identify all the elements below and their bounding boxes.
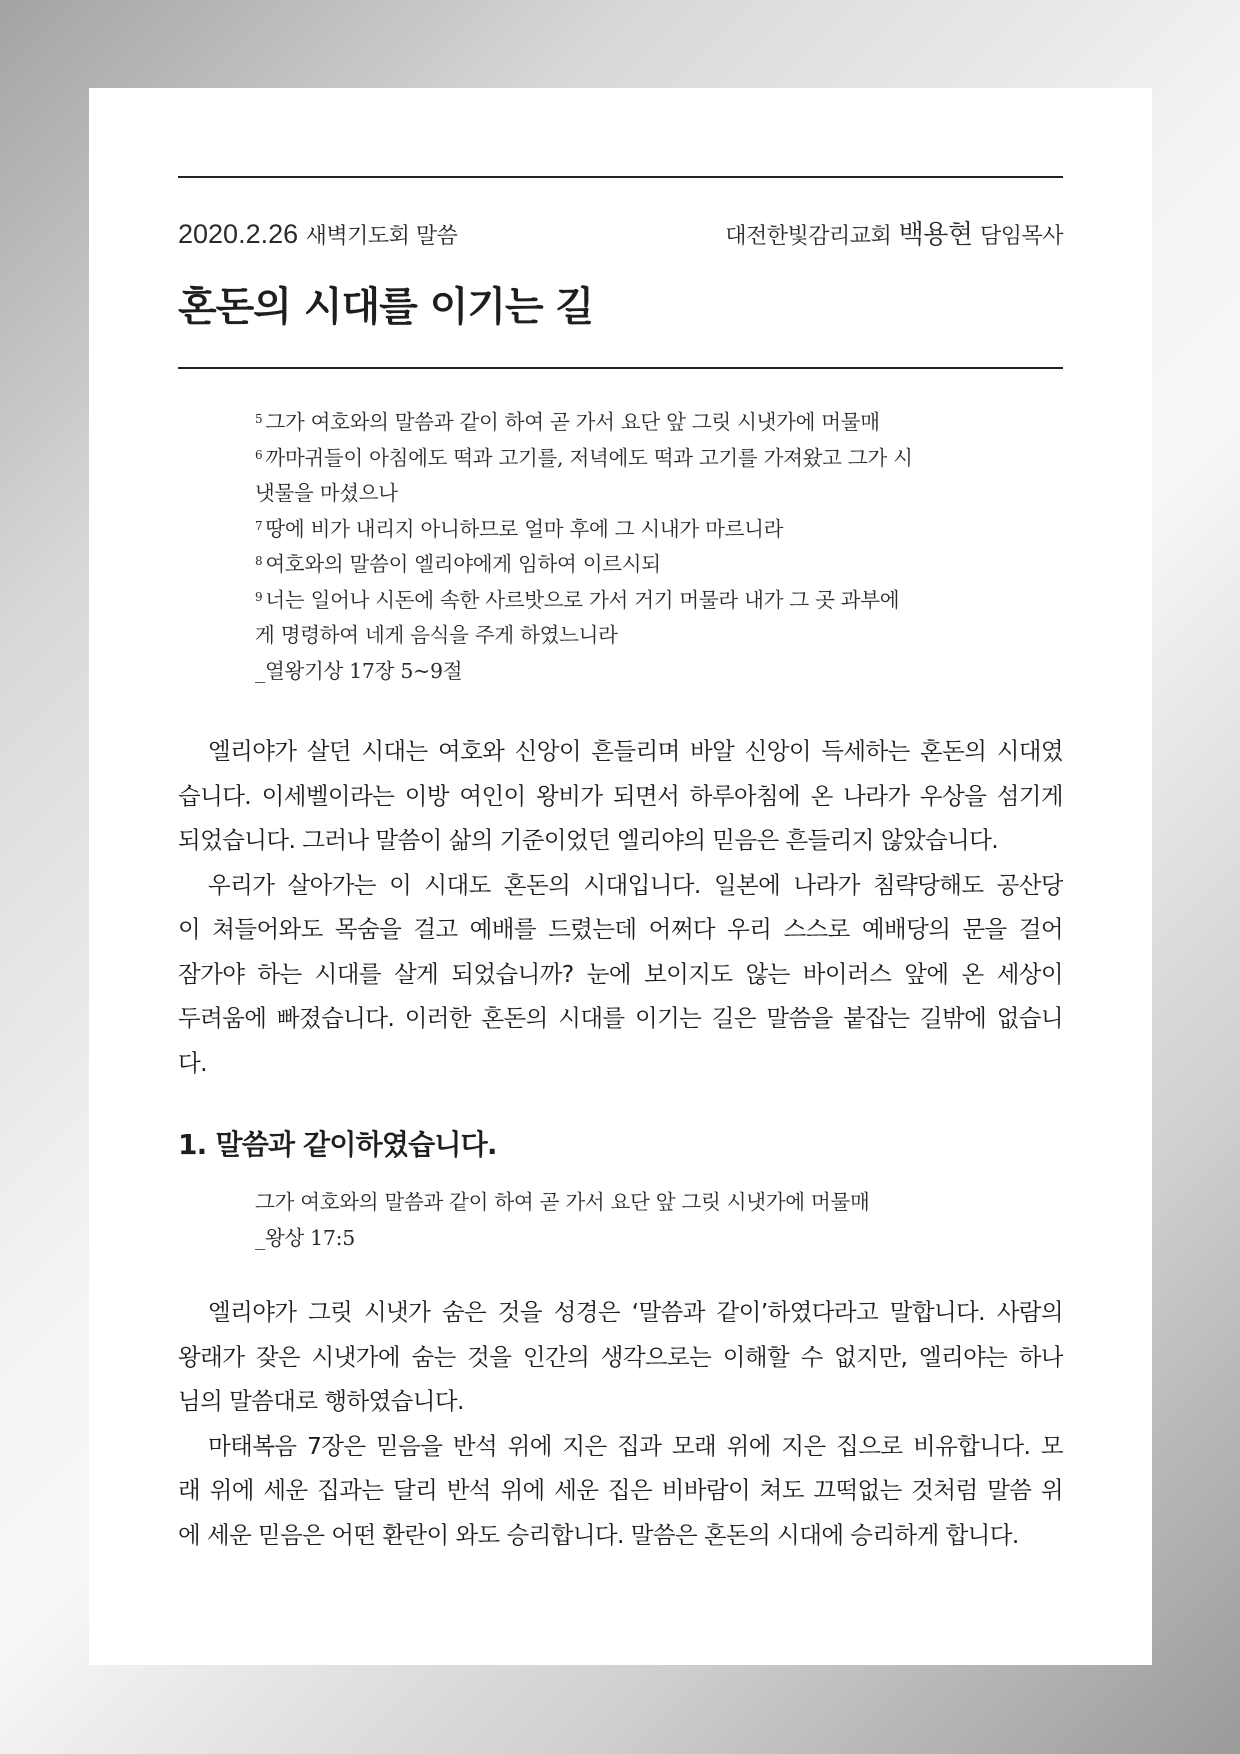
scripture-line bbox=[255, 405, 995, 441]
paragraph-line: 두려움에 빠졌습니다. 이러한 혼돈의 시대를 이기는 길은 말씀을 붙잡는 길밖에 없습니 bbox=[178, 1004, 1063, 1032]
sermon-event: 새벽기도회 말씀 bbox=[305, 224, 458, 249]
section-heading: 1. 말씀과 같이하였습니다. bbox=[178, 1128, 497, 1161]
sermon-date-line bbox=[178, 219, 457, 250]
paragraph-line: 마태복음 7장은 믿음을 반석 위에 지은 집과 모래 위에 지은 집으로 비유합니다. 모 bbox=[208, 1431, 1063, 1460]
paragraph-line: 에 세운 믿음은 어떤 환란이 와도 승리합니다. 말씀은 혼돈의 시대에 승리하게 합니다. bbox=[178, 1520, 1019, 1549]
verse-text: 게 명령하여 네게 음식을 주게 하였느니라 bbox=[255, 623, 618, 647]
verse-number: 8 bbox=[255, 554, 263, 568]
quote-text: 그가 여호와의 말씀과 같이 하여 곧 가서 요단 앞 그릿 시냇가에 머물매 bbox=[255, 1190, 870, 1214]
verse-number: 7 bbox=[255, 518, 263, 533]
sermon-date: 2020.2.26 bbox=[178, 219, 299, 249]
scripture-line bbox=[255, 583, 995, 619]
intro-paragraphs bbox=[178, 729, 1063, 1085]
paragraph-line: 이 쳐들어와도 목숨을 걸고 예배를 드렸는데 어쩌다 우리 스스로 예배당의 문을 걸어 bbox=[178, 915, 1063, 943]
document-page bbox=[89, 88, 1152, 1665]
verse-text: 여호와의 말씀이 엘리야에게 임하여 이르시되 bbox=[265, 552, 661, 576]
scripture-line bbox=[255, 618, 995, 654]
title-rule bbox=[178, 367, 1063, 369]
scripture-line bbox=[255, 547, 995, 583]
sermon-title: 혼돈의 시대를 이기는 길 bbox=[178, 284, 594, 330]
paragraph-line: 엘리야가 살던 시대는 여호와 신앙이 흔들리며 바알 신앙이 득세하는 혼돈의 시대였 bbox=[208, 737, 1063, 765]
scripture-block bbox=[255, 405, 995, 689]
verse-number: 5 bbox=[255, 412, 263, 426]
paragraph-line: 우리가 살아가는 이 시대도 혼돈의 시대입니다. 일본에 나라가 침략당해도 공산당 bbox=[208, 870, 1063, 899]
paragraph-line: 왕래가 잦은 시냇가에 숨는 것을 인간의 생각으로는 이해할 수 없지만, 엘리야는 하나 bbox=[178, 1342, 1063, 1371]
section-quote bbox=[255, 1185, 1063, 1256]
paragraph-line: 님의 말씀대로 행하였습니다. bbox=[178, 1387, 464, 1415]
scripture-line bbox=[255, 512, 995, 548]
paragraph-line: 래 위에 세운 집과는 달리 반석 위에 세운 집은 비바람이 쳐도 끄떡없는 것처럼 말씀 위 bbox=[178, 1476, 1063, 1504]
verse-text: 땅에 비가 내리지 아니하므로 얼마 후에 그 시내가 마르니라 bbox=[265, 516, 784, 541]
church-name: 대전한빛감리교회 bbox=[725, 224, 892, 249]
verse-text: 그가 여호와의 말씀과 같이 하여 곧 가서 요단 앞 그릿 시냇가에 머물매 bbox=[265, 410, 880, 434]
scripture-line bbox=[255, 476, 995, 512]
verse-number: 6 bbox=[255, 447, 263, 462]
paragraph-line: 습니다. 이세벨이라는 이방 여인이 왕비가 되면서 하루아침에 온 나라가 우상을 섬기게 bbox=[178, 781, 1063, 810]
pastor-title: 담임목사 bbox=[979, 224, 1063, 249]
verse-text: 냇물을 마셨으나 bbox=[255, 481, 398, 505]
sermon-meta bbox=[178, 214, 1063, 251]
scripture-reference: _열왕기상 17장 5~9절 bbox=[255, 658, 463, 683]
paragraph-line: 다. bbox=[178, 1048, 207, 1077]
quote-reference: _왕상 17:5 bbox=[255, 1225, 356, 1250]
verse-number: 9 bbox=[255, 589, 263, 604]
paragraph-line: 엘리야가 그릿 시냇가 숨은 것을 성경은 ‘말씀과 같이’하였다라고 말합니다. 사람의 bbox=[208, 1298, 1063, 1326]
paragraph-line: 되었습니다. 그러나 말씀이 삶의 기준이었던 엘리야의 믿음은 흔들리지 않았습니다. bbox=[178, 826, 999, 854]
section-paragraphs bbox=[178, 1290, 1063, 1557]
verse-text: 까마귀들이 아침에도 떡과 고기를, 저녁에도 떡과 고기를 가져왔고 그가 시 bbox=[265, 445, 913, 470]
verse-text: 너는 일어나 시돈에 속한 사르밧으로 가서 거기 머물라 내가 그 곳 과부에 bbox=[265, 587, 900, 612]
paragraph-line: 잠가야 하는 시대를 살게 되었습니까? 눈에 보이지도 않는 바이러스 앞에 온 세상이 bbox=[178, 959, 1063, 988]
scripture-line bbox=[255, 441, 995, 477]
preacher-line bbox=[725, 214, 1063, 251]
top-rule bbox=[178, 176, 1063, 178]
pastor-name: 백용현 bbox=[898, 220, 973, 250]
